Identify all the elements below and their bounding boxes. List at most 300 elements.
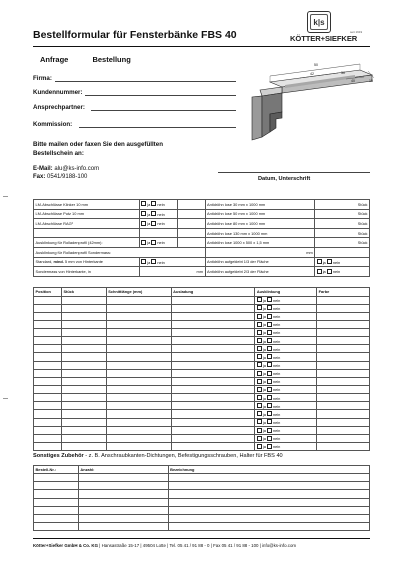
option-label: LM-Abschlüsse RAG² bbox=[34, 219, 140, 229]
checkbox-ja[interactable]: ja bbox=[257, 298, 266, 303]
table-row bbox=[34, 369, 370, 377]
input-cell[interactable] bbox=[61, 434, 106, 442]
input-cell[interactable] bbox=[34, 474, 79, 482]
input-cell[interactable] bbox=[61, 394, 106, 402]
input-cell[interactable] bbox=[168, 474, 369, 482]
input-cell[interactable] bbox=[78, 523, 168, 531]
input-cell[interactable] bbox=[106, 434, 171, 442]
checkbox-ja[interactable]: ja bbox=[317, 269, 326, 274]
dimension-label: 40 bbox=[351, 79, 355, 83]
antidroehn-label: Antidröhn lose 30 mm x 1000 mm bbox=[205, 200, 315, 210]
input-cell[interactable] bbox=[255, 312, 317, 320]
input-cell[interactable] bbox=[317, 394, 370, 402]
input-cell[interactable] bbox=[34, 410, 62, 418]
input-cell[interactable] bbox=[255, 329, 317, 337]
checkbox-nein[interactable]: nein bbox=[267, 420, 280, 425]
cell bbox=[315, 247, 370, 257]
checkbox-nein[interactable]: nein bbox=[267, 355, 280, 360]
footer-address: | Hansastraße 15-17 | 49504 Lotte | Tel. 05 41 / 91 88 - 0 | Fax 05 41 / 91 88 - 100 | info@ks-info.com bbox=[98, 543, 297, 548]
checkbox-ja[interactable]: ja bbox=[141, 202, 150, 207]
checkbox-nein[interactable]: nein bbox=[267, 404, 280, 409]
input-cell[interactable] bbox=[34, 345, 62, 353]
input-cell[interactable] bbox=[78, 490, 168, 498]
input-cell[interactable] bbox=[34, 514, 79, 522]
input-cell[interactable] bbox=[255, 377, 317, 385]
mail-instruction: Bitte mailen oder faxen Sie den ausgefüllten Bestellschein an: bbox=[33, 141, 163, 157]
input-cell[interactable] bbox=[106, 312, 171, 320]
input-cell[interactable] bbox=[34, 329, 62, 337]
field-label-kundennummer: Kundennummer: bbox=[33, 89, 83, 96]
input-cell[interactable] bbox=[255, 361, 317, 369]
input-cell[interactable] bbox=[78, 506, 168, 514]
input-cell[interactable] bbox=[34, 523, 79, 531]
table-row bbox=[34, 490, 370, 498]
input-cell[interactable] bbox=[61, 320, 106, 328]
page-title: Bestellformular für Fensterbänke FBS 40 bbox=[33, 29, 237, 41]
checkbox-nein[interactable]: nein bbox=[151, 240, 164, 245]
input-cell[interactable] bbox=[106, 304, 171, 312]
fold-mark bbox=[3, 196, 8, 197]
positions-table bbox=[33, 287, 370, 451]
option-label: LM-Abschlüsse Klinker 10 mm bbox=[34, 200, 140, 210]
unit-label: Stück bbox=[315, 238, 370, 248]
input-cell[interactable] bbox=[168, 514, 369, 522]
input-cell[interactable] bbox=[171, 345, 255, 353]
input-cell[interactable] bbox=[171, 443, 255, 451]
input-cell[interactable] bbox=[34, 394, 62, 402]
option-choice[interactable] bbox=[139, 200, 177, 210]
option-choice[interactable] bbox=[139, 209, 177, 219]
signature-input[interactable] bbox=[218, 172, 370, 173]
checkbox-ja[interactable]: ja bbox=[257, 363, 266, 368]
checkbox-ja[interactable]: ja bbox=[141, 221, 150, 226]
glue-choice[interactable] bbox=[315, 257, 370, 267]
input-cell[interactable] bbox=[61, 410, 106, 418]
input-cell[interactable] bbox=[61, 386, 106, 394]
checkbox-nein[interactable]: nein bbox=[151, 221, 164, 226]
checkbox-ja[interactable]: ja bbox=[257, 314, 266, 319]
table-row bbox=[34, 247, 370, 257]
dimension-label: 42 bbox=[310, 72, 314, 76]
special-choice[interactable]: mm bbox=[139, 267, 205, 277]
table-row bbox=[34, 482, 370, 490]
column-header: Position bbox=[34, 288, 62, 297]
checkbox-ja[interactable]: ja bbox=[257, 436, 266, 441]
table-row bbox=[34, 353, 370, 361]
table-row bbox=[34, 228, 370, 238]
glue-label: Antidröhn aufgeklebt 1/3 der Fläche bbox=[205, 257, 315, 267]
table-row bbox=[34, 498, 370, 506]
input-cell[interactable] bbox=[317, 434, 370, 442]
dimension-label: 30 bbox=[341, 71, 345, 75]
checkbox-nein[interactable]: nein bbox=[267, 314, 280, 319]
input-cell[interactable] bbox=[106, 296, 171, 304]
option-qty[interactable] bbox=[177, 200, 205, 210]
input-cell[interactable] bbox=[34, 353, 62, 361]
input-cell[interactable] bbox=[255, 434, 317, 442]
option-choice[interactable] bbox=[139, 219, 177, 229]
input-cell[interactable] bbox=[168, 482, 369, 490]
checkbox-ja[interactable]: ja bbox=[141, 260, 150, 265]
special-label: Sondermass von Hinterkante, in bbox=[34, 267, 140, 277]
logo-wordmark: KÖTTER+SIEFKER bbox=[290, 34, 358, 43]
input-cell[interactable] bbox=[61, 296, 106, 304]
input-cell[interactable] bbox=[255, 418, 317, 426]
input-cell[interactable] bbox=[34, 386, 62, 394]
checkbox-nein[interactable]: nein bbox=[327, 260, 340, 265]
field-label-firma: Firma: bbox=[33, 75, 52, 82]
input-cell[interactable] bbox=[34, 482, 79, 490]
column-header: Bestell-Nr.: bbox=[34, 466, 79, 474]
logo-emblem: k|s bbox=[307, 11, 331, 33]
antidroehn-label: Antidröhn lose 130 mm x 1000 mm bbox=[205, 228, 315, 238]
table-header-row bbox=[34, 288, 370, 297]
table-row bbox=[34, 418, 370, 426]
tab-bestellung[interactable]: Bestellung bbox=[92, 55, 131, 64]
header-rule bbox=[33, 46, 370, 47]
input-cell[interactable] bbox=[255, 353, 317, 361]
fax-label: Fax: bbox=[33, 174, 46, 180]
unit-label: Stück bbox=[315, 209, 370, 219]
table-row bbox=[34, 312, 370, 320]
option-qty[interactable] bbox=[177, 219, 205, 229]
input-cell[interactable] bbox=[34, 369, 62, 377]
fax-number: 0541/9188-100 bbox=[47, 174, 88, 180]
input-cell[interactable] bbox=[317, 402, 370, 410]
input-cell[interactable] bbox=[171, 320, 255, 328]
input-cell[interactable] bbox=[255, 337, 317, 345]
antidroehn-label: Antidröhn lose 50 mm x 1000 mm bbox=[205, 209, 315, 219]
checkbox-ja[interactable]: ja bbox=[257, 428, 266, 433]
input-cell[interactable] bbox=[61, 353, 106, 361]
checkbox-nein[interactable]: nein bbox=[151, 260, 164, 265]
input-cell[interactable] bbox=[255, 443, 317, 451]
cell-text: Ausklinkung für Rolladenprofil Sondermass: bbox=[35, 249, 111, 255]
input-cell[interactable] bbox=[106, 410, 171, 418]
checkbox-nein[interactable]: nein bbox=[267, 428, 280, 433]
input-cell[interactable] bbox=[78, 514, 168, 522]
input-cell[interactable] bbox=[106, 426, 171, 434]
checkbox-ja[interactable]: ja bbox=[257, 396, 266, 401]
input-cell[interactable] bbox=[171, 353, 255, 361]
input-cell[interactable] bbox=[34, 434, 62, 442]
input-cell[interactable] bbox=[78, 498, 168, 506]
footer-rule bbox=[33, 538, 370, 539]
table-header-row bbox=[34, 466, 370, 474]
checkbox-ja[interactable]: ja bbox=[257, 444, 266, 449]
input-cell[interactable] bbox=[106, 402, 171, 410]
input-cell[interactable] bbox=[61, 304, 106, 312]
unit-label: Stück bbox=[315, 200, 370, 210]
window-sill-profile-drawing bbox=[240, 62, 375, 142]
label-part: mind. bbox=[53, 259, 64, 265]
input-cell[interactable] bbox=[34, 377, 62, 385]
table-row bbox=[34, 377, 370, 385]
checkbox-ja[interactable]: ja bbox=[141, 212, 150, 217]
options-table bbox=[33, 199, 370, 277]
input-cell[interactable] bbox=[255, 394, 317, 402]
input-cell[interactable] bbox=[171, 426, 255, 434]
input-cell[interactable] bbox=[255, 296, 317, 304]
input-cell[interactable] bbox=[255, 304, 317, 312]
input-cell[interactable] bbox=[106, 337, 171, 345]
input-cell[interactable] bbox=[61, 345, 106, 353]
input-cell[interactable] bbox=[61, 312, 106, 320]
table-row bbox=[34, 434, 370, 442]
input-cell[interactable] bbox=[106, 353, 171, 361]
antidroehn-label: Antidröhn lose 80 mm x 1000 mm bbox=[205, 219, 315, 229]
input-cell[interactable] bbox=[171, 369, 255, 377]
checkbox-nein[interactable]: nein bbox=[267, 298, 280, 303]
checkbox-nein[interactable]: nein bbox=[267, 444, 280, 449]
antidroehn-label: Antidröhn lose 1000 x 500 x 1,5 mm bbox=[205, 238, 315, 248]
input-cell[interactable] bbox=[34, 304, 62, 312]
input-cell[interactable] bbox=[168, 506, 369, 514]
sondermass-label bbox=[34, 247, 206, 257]
input-cell[interactable] bbox=[106, 443, 171, 451]
option-qty[interactable] bbox=[177, 228, 205, 238]
input-cell[interactable] bbox=[106, 329, 171, 337]
table-row bbox=[34, 443, 370, 451]
checkbox-ja[interactable]: ja bbox=[317, 260, 326, 265]
table-row bbox=[34, 402, 370, 410]
input-cell[interactable] bbox=[171, 361, 255, 369]
input-cell[interactable] bbox=[34, 426, 62, 434]
input-cell[interactable] bbox=[317, 369, 370, 377]
input-cell[interactable] bbox=[317, 320, 370, 328]
checkbox-nein[interactable]: nein bbox=[267, 363, 280, 368]
input-cell[interactable] bbox=[171, 434, 255, 442]
input-cell[interactable] bbox=[317, 337, 370, 345]
input-cell[interactable] bbox=[171, 329, 255, 337]
checkbox-nein[interactable]: nein bbox=[267, 330, 280, 335]
input-cell[interactable] bbox=[78, 482, 168, 490]
input-cell[interactable] bbox=[317, 329, 370, 337]
input-cell[interactable] bbox=[106, 361, 171, 369]
input-cell[interactable] bbox=[34, 361, 62, 369]
checkbox-ja[interactable]: ja bbox=[257, 306, 266, 311]
table-row bbox=[34, 296, 370, 304]
input-cell[interactable] bbox=[171, 312, 255, 320]
input-cell[interactable] bbox=[106, 386, 171, 394]
kundennummer-input[interactable] bbox=[85, 95, 236, 96]
checkbox-nein[interactable]: nein bbox=[267, 412, 280, 417]
input-cell[interactable] bbox=[317, 361, 370, 369]
field-label-kommission: Kommission: bbox=[33, 121, 73, 128]
input-cell[interactable] bbox=[171, 337, 255, 345]
special-choice[interactable] bbox=[139, 257, 205, 267]
checkbox-ja[interactable]: ja bbox=[257, 412, 266, 417]
input-cell[interactable] bbox=[255, 426, 317, 434]
dimension-label: 50 bbox=[314, 63, 318, 67]
ansprechpartner-input[interactable] bbox=[91, 110, 236, 111]
checkbox-nein[interactable]: nein bbox=[267, 387, 280, 392]
unit-label: Stück bbox=[315, 219, 370, 229]
input-cell[interactable] bbox=[317, 345, 370, 353]
input-cell[interactable] bbox=[168, 490, 369, 498]
column-header: Ausladung bbox=[171, 288, 255, 297]
input-cell[interactable] bbox=[61, 337, 106, 345]
table-row bbox=[34, 267, 370, 277]
input-cell[interactable] bbox=[61, 329, 106, 337]
input-cell[interactable] bbox=[317, 304, 370, 312]
input-cell[interactable] bbox=[255, 320, 317, 328]
input-cell[interactable] bbox=[171, 402, 255, 410]
footer-company: Kötter+Siefker GmbH & Co. KG bbox=[33, 543, 99, 548]
checkbox-ja[interactable]: ja bbox=[257, 371, 266, 376]
extras-heading bbox=[33, 453, 283, 459]
firma-input[interactable] bbox=[55, 81, 236, 82]
logo-since: seit 1919 bbox=[350, 30, 363, 34]
checkbox-nein[interactable]: nein bbox=[267, 339, 280, 344]
table-row bbox=[34, 219, 370, 229]
footer bbox=[33, 543, 296, 548]
option-qty[interactable] bbox=[177, 238, 205, 248]
input-cell[interactable] bbox=[317, 443, 370, 451]
input-cell[interactable] bbox=[34, 312, 62, 320]
input-cell[interactable] bbox=[317, 410, 370, 418]
input-cell[interactable] bbox=[34, 296, 62, 304]
checkbox-ja[interactable]: ja bbox=[257, 387, 266, 392]
input-cell[interactable] bbox=[34, 402, 62, 410]
accessories-table bbox=[33, 465, 370, 531]
email-link[interactable]: alu@ks-info.com bbox=[54, 166, 100, 172]
checkbox-ja[interactable]: ja bbox=[257, 339, 266, 344]
fold-mark bbox=[3, 398, 8, 399]
table-row bbox=[34, 426, 370, 434]
checkbox-nein[interactable]: nein bbox=[267, 347, 280, 352]
label-part: 5 mm von Hinterkante bbox=[63, 259, 103, 265]
table-row bbox=[34, 394, 370, 402]
input-cell[interactable] bbox=[34, 337, 62, 345]
input-cell[interactable] bbox=[106, 394, 171, 402]
checkbox-nein[interactable]: nein bbox=[267, 436, 280, 441]
input-cell[interactable] bbox=[34, 418, 62, 426]
dimension-label: 15 bbox=[369, 79, 373, 83]
glue-choice[interactable] bbox=[315, 267, 370, 277]
checkbox-ja[interactable]: ja bbox=[257, 404, 266, 409]
input-cell[interactable] bbox=[171, 418, 255, 426]
table-row bbox=[34, 320, 370, 328]
input-cell[interactable] bbox=[34, 506, 79, 514]
input-cell[interactable] bbox=[34, 320, 62, 328]
input-cell[interactable] bbox=[61, 426, 106, 434]
kommission-input[interactable] bbox=[79, 127, 236, 128]
mm-unit: mm bbox=[205, 247, 315, 257]
extras-label: Sonstiges Zubehör bbox=[33, 453, 84, 459]
checkbox-ja[interactable]: ja bbox=[257, 322, 266, 327]
input-cell[interactable] bbox=[255, 386, 317, 394]
option-qty[interactable] bbox=[177, 209, 205, 219]
input-cell[interactable] bbox=[171, 304, 255, 312]
table-row bbox=[34, 523, 370, 531]
input-cell[interactable] bbox=[255, 345, 317, 353]
input-cell[interactable] bbox=[171, 377, 255, 385]
input-cell[interactable] bbox=[106, 320, 171, 328]
checkbox-nein[interactable]: nein bbox=[267, 396, 280, 401]
table-row bbox=[34, 329, 370, 337]
company-logo bbox=[290, 11, 370, 47]
input-cell[interactable] bbox=[171, 296, 255, 304]
special-label bbox=[34, 257, 140, 267]
input-cell[interactable] bbox=[168, 498, 369, 506]
unit-label: Stück bbox=[315, 228, 370, 238]
input-cell[interactable] bbox=[317, 353, 370, 361]
input-cell[interactable] bbox=[106, 377, 171, 385]
checkbox-nein[interactable]: nein bbox=[267, 379, 280, 384]
input-cell[interactable] bbox=[106, 418, 171, 426]
input-cell[interactable] bbox=[255, 402, 317, 410]
checkbox-nein[interactable]: nein bbox=[151, 212, 164, 217]
checkbox-nein[interactable]: nein bbox=[267, 322, 280, 327]
input-cell[interactable] bbox=[34, 443, 62, 451]
input-cell[interactable] bbox=[34, 490, 79, 498]
table-row bbox=[34, 209, 370, 219]
table-row bbox=[34, 304, 370, 312]
input-cell[interactable] bbox=[168, 523, 369, 531]
input-cell[interactable] bbox=[61, 361, 106, 369]
table-row bbox=[34, 410, 370, 418]
input-cell[interactable] bbox=[317, 386, 370, 394]
table-row bbox=[34, 200, 370, 210]
table-row bbox=[34, 506, 370, 514]
label-part: Standard, bbox=[35, 259, 54, 265]
checkbox-ja[interactable]: ja bbox=[141, 240, 150, 245]
option-choice[interactable] bbox=[139, 238, 177, 248]
input-cell[interactable] bbox=[34, 498, 79, 506]
input-cell[interactable] bbox=[106, 369, 171, 377]
checkbox-ja[interactable]: ja bbox=[257, 330, 266, 335]
checkbox-nein[interactable]: nein bbox=[327, 269, 340, 274]
input-cell[interactable] bbox=[171, 394, 255, 402]
input-cell[interactable] bbox=[255, 410, 317, 418]
input-cell[interactable] bbox=[106, 345, 171, 353]
checkbox-ja[interactable]: ja bbox=[257, 379, 266, 384]
input-cell[interactable] bbox=[317, 312, 370, 320]
column-header: Ausklinkung bbox=[255, 288, 317, 297]
input-cell[interactable] bbox=[171, 386, 255, 394]
checkbox-nein[interactable]: nein bbox=[267, 306, 280, 311]
tab-anfrage[interactable]: Anfrage bbox=[40, 55, 69, 64]
input-cell[interactable] bbox=[61, 443, 106, 451]
checkbox-ja[interactable]: ja bbox=[257, 355, 266, 360]
input-cell[interactable] bbox=[317, 418, 370, 426]
checkbox-ja[interactable]: ja bbox=[257, 347, 266, 352]
checkbox-nein[interactable]: nein bbox=[151, 202, 164, 207]
input-cell[interactable] bbox=[78, 474, 168, 482]
input-cell[interactable] bbox=[171, 410, 255, 418]
input-cell[interactable] bbox=[61, 418, 106, 426]
column-header: Bezeichnung bbox=[168, 466, 369, 474]
input-cell[interactable] bbox=[255, 369, 317, 377]
glue-label: Antidröhn aufgeklebt 2/3 der Fläche bbox=[205, 267, 315, 277]
option-choice[interactable] bbox=[139, 228, 177, 238]
checkbox-ja[interactable]: ja bbox=[257, 420, 266, 425]
checkbox-nein[interactable]: nein bbox=[267, 371, 280, 376]
signature-label: Datum, Unterschrift bbox=[258, 176, 311, 182]
column-header: Farbe bbox=[317, 288, 370, 297]
input-cell[interactable] bbox=[61, 377, 106, 385]
input-cell[interactable] bbox=[317, 426, 370, 434]
column-header: Schnittlänge (mm) bbox=[106, 288, 171, 297]
input-cell[interactable] bbox=[317, 296, 370, 304]
input-cell[interactable] bbox=[61, 402, 106, 410]
column-header: Anzahl: bbox=[78, 466, 168, 474]
request-type bbox=[40, 55, 153, 64]
input-cell[interactable] bbox=[317, 377, 370, 385]
input-cell[interactable] bbox=[61, 369, 106, 377]
table-row bbox=[34, 238, 370, 248]
